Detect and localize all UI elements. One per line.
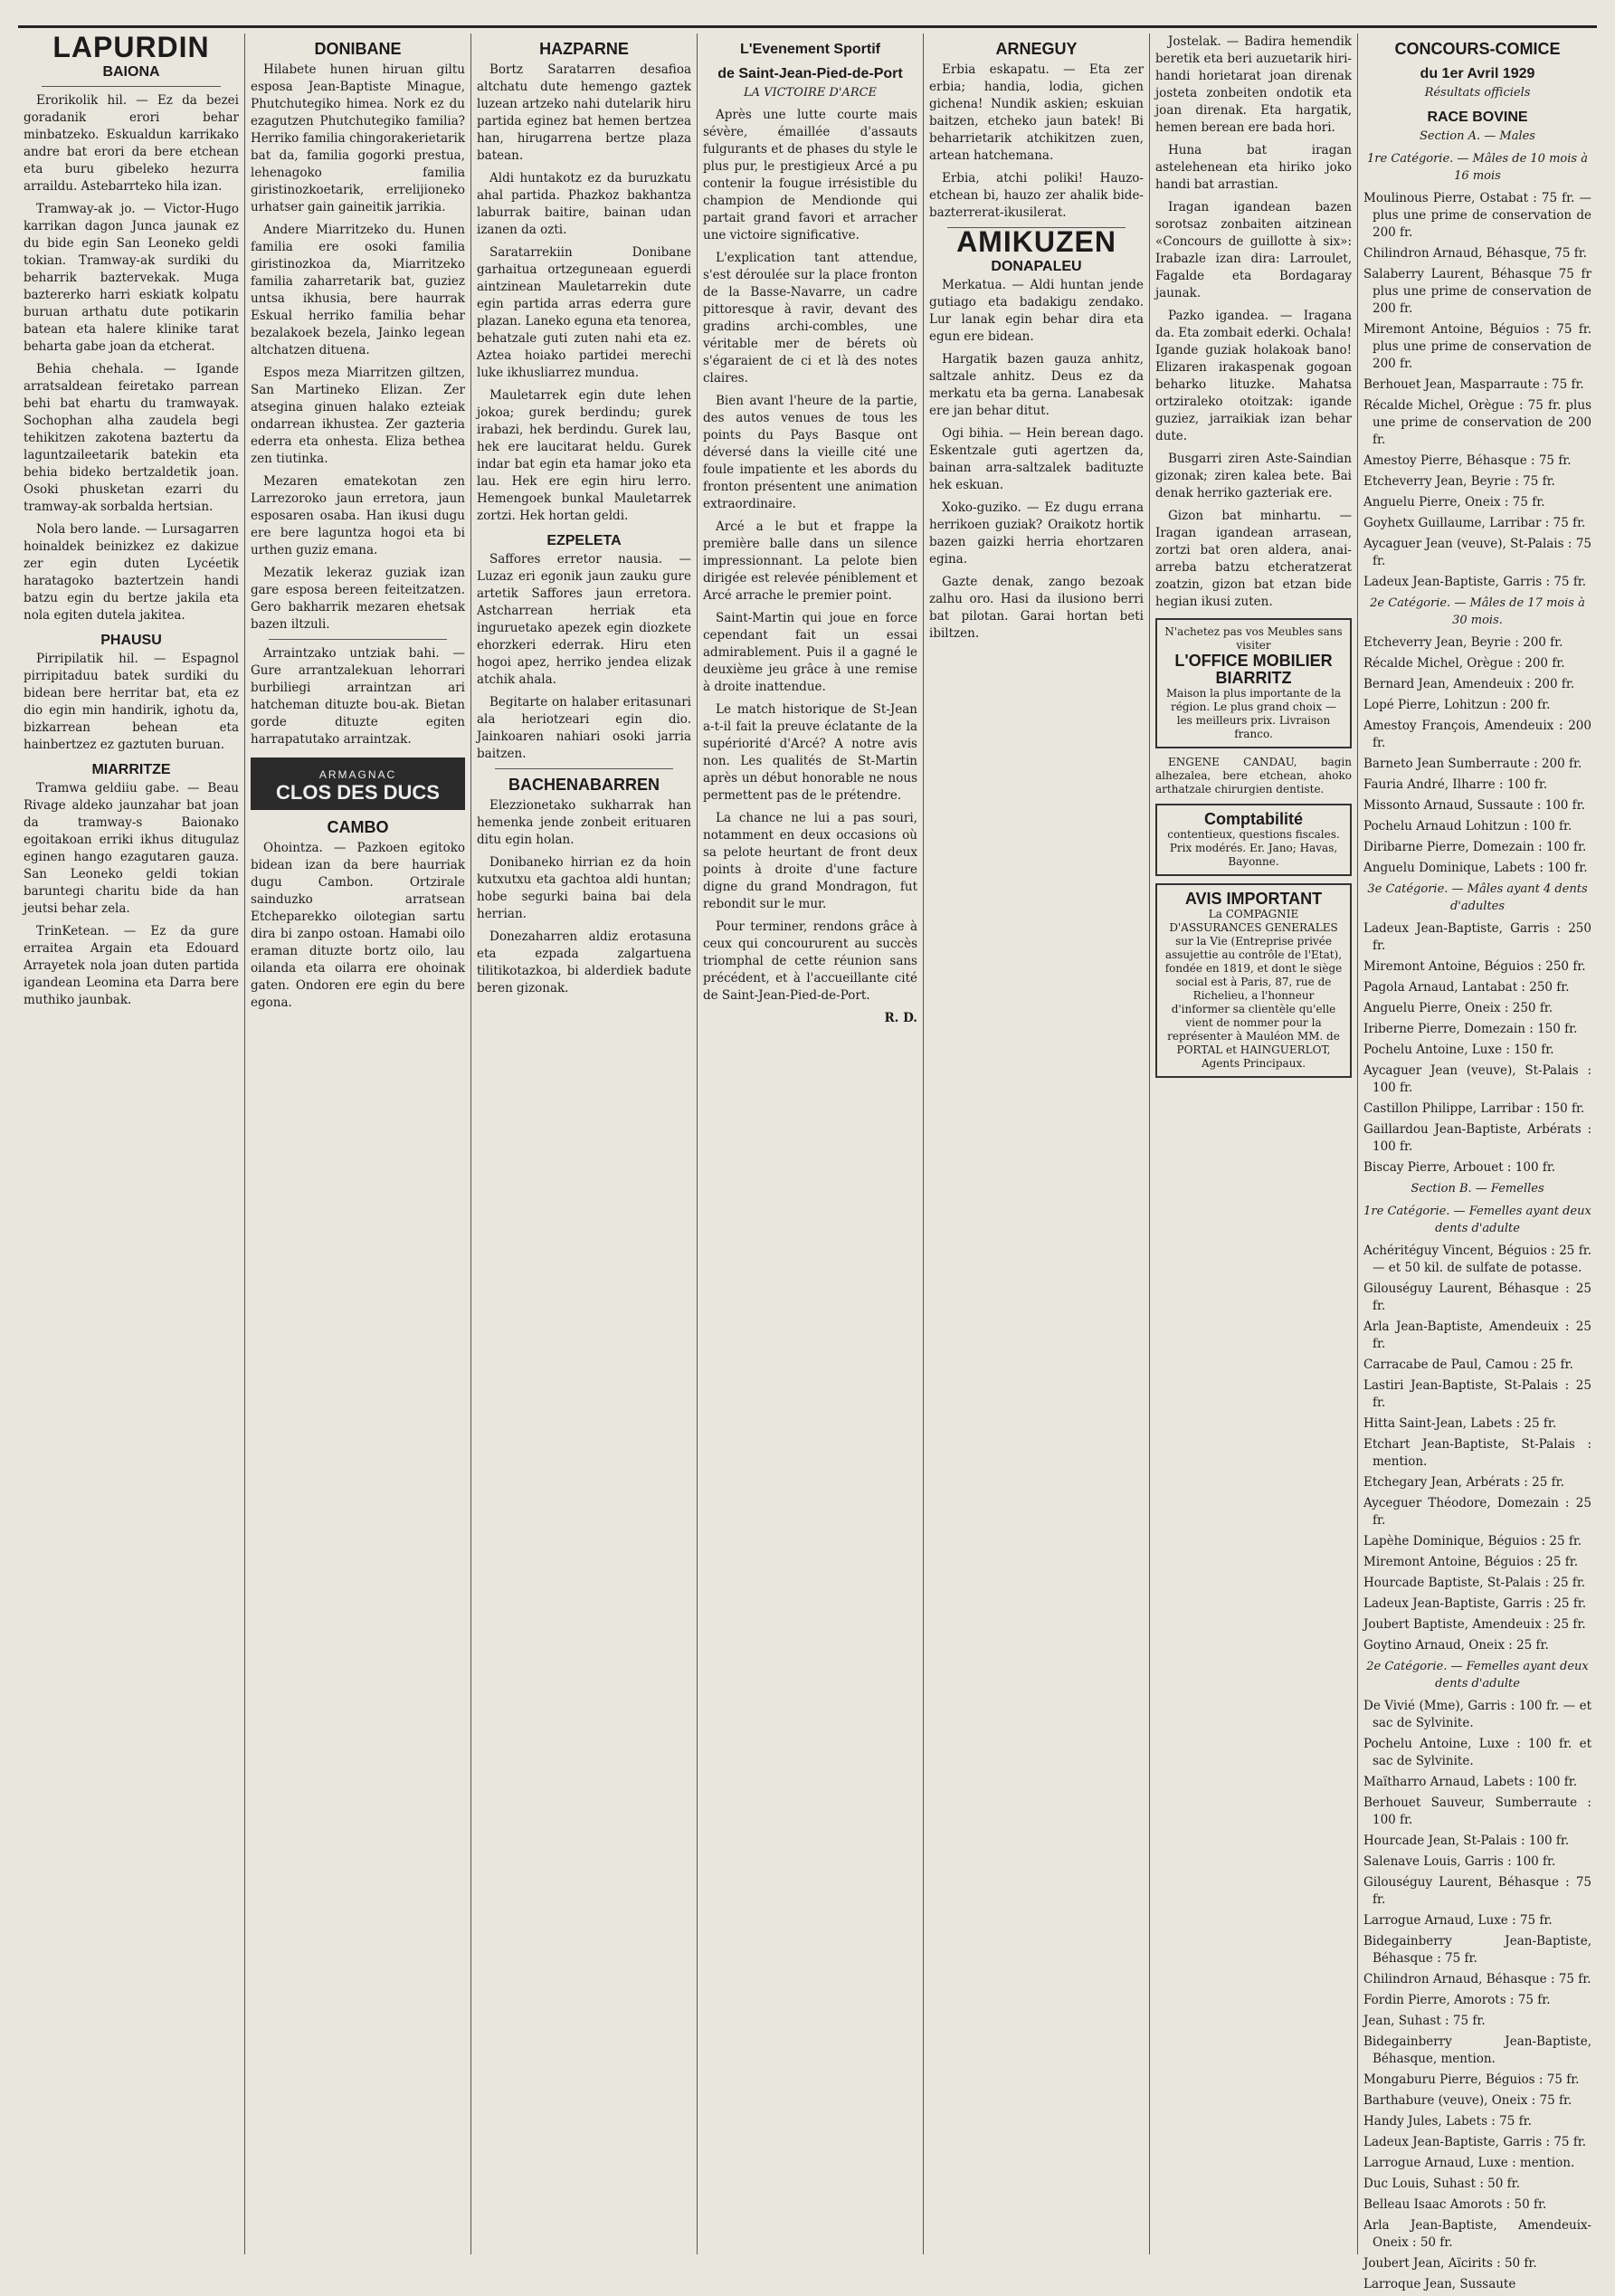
section-title-evenement: L'Evenement Sportif	[740, 42, 880, 57]
concours-category: 1re Catégorie. — Femelles ayant deux dents d'adulte	[1363, 1205, 1591, 1235]
subhead-phausu: PHAUSU	[100, 633, 162, 648]
result-entry: Arla Jean-Baptiste, Amendeuix-Oneix : 50 fr.	[1363, 2218, 1591, 2250]
ad-small-text: N'achetez pas vos Meubles sans visiter	[1164, 625, 1343, 652]
ad-title: CLOS DES DUCS	[276, 781, 440, 804]
section-title-amikuzen: AMIKUZEN	[956, 225, 1116, 258]
article-paragraph: Bien avant l'heure de la partie, des autos venues de tous les points du Pays Basque ont déversé dans la vieille cité une foule impatiente et les abords du fronton présentent une animation extraordinaire.	[703, 394, 917, 511]
article-paragraph: Après une lutte courte mais sévère, émaillée d'assauts fulgurants et de phases du style le plus pur, le prestigieux Arcé a pu contenir la fougue irrésistible du champion de Mendionde qui partait grand favori et arracher une victoire significative.	[703, 108, 917, 243]
ad-title: L'OFFICE MOBILIER BIARRITZ	[1174, 652, 1333, 687]
result-entry: Larrogue Arnaud, Luxe : mention.	[1363, 2156, 1575, 2170]
column-arneguy	[923, 33, 1149, 2254]
divider	[495, 768, 673, 769]
article-paragraph: Gizon bat minhartu. — Iragan igandean arrasean, zortzi bat oren aldera, anai-arreba batzu etcheratzerat zoatzin, gizon bat etzan bide hegian ikusi zuten.	[1155, 509, 1352, 609]
result-entry: Barneto Jean Sumberraute : 200 fr.	[1363, 757, 1582, 771]
result-entry: Missonto Arnaud, Sussaute : 100 fr.	[1363, 798, 1585, 813]
subhead-baiona: BAIONA	[102, 64, 160, 80]
column-josteluk	[1149, 33, 1357, 2254]
article-paragraph: Gazte denak, zango bezoak zalhu oro. Hasi da ilusiono berri bat pilotan. Garai hortan beti ibiltzen.	[929, 575, 1144, 641]
column-donibane	[244, 33, 470, 2254]
article-paragraph: Andere Miarritzeko du. Hunen familia ere osoki familia giristinozkoa da, Miarritzeko familia zaharretarik bat, guziez untsa ikhusia, bere haurrak Eskual herriko familia behar bezalakoek bezela, Jainko legean altchatzen dituena.	[251, 223, 465, 357]
article-paragraph: Mezaren ematekotan zen Larrezoroko jaun erretora, jaun esposaren osaba. Han ikusi dugu ere bere laguntza hogoi eta bi urthen guziz emana.	[251, 474, 465, 557]
article-paragraph: L'explication tant attendue, s'est déroulée sur la place fronton de la Basse-Navarre, un cadre pittoresque à ravir, devant des gradins archi-combles, une véritable mer de bérets où s'égaraient de ci et là des notes claires.	[703, 251, 917, 386]
result-entry: Lopé Pierre, Lohitzun : 200 fr.	[1363, 698, 1551, 712]
result-entry: Hourcade Jean, St-Palais : 100 fr.	[1363, 1834, 1570, 1848]
result-entry: Joubert Baptiste, Amendeuix : 25 fr.	[1363, 1617, 1586, 1632]
result-entry: Pochelu Arnaud Lohitzun : 100 fr.	[1363, 819, 1572, 834]
concours-race: RACE BOVINE	[1427, 110, 1528, 125]
result-entry: Etcheverry Jean, Beyrie : 200 fr.	[1363, 635, 1563, 650]
result-entry: Ayceguer Théodore, Domezain : 25 fr.	[1363, 1496, 1591, 1528]
article-paragraph: Arraintzako untziak bahi. — Gure arrantzalekuan lehorrari burbiliegi arraintzan ari hatcheman dituzte bou-ak. Bietan gorde dituzte egiten harrapatutako arraintzak.	[251, 646, 465, 747]
article-paragraph: Mezatik lekeraz guziak izan gare esposa bereen feiteitzatzen. Gero bakharrik mezaren ehetsak bazen iltzuli.	[251, 566, 465, 632]
article-paragraph: Elezzionetako sukharrak han hemenka jende zonbeit erituaren ditu egin holan.	[477, 798, 691, 847]
article-paragraph: Pirripilatik hil. — Espagnol pirripitaduu batek surdiki du bidean bere herritar bat, eta ez dio egin min handirik, ighotu da, bizkarrean behean eta hainbertzez ez gaztuten buruan.	[24, 652, 239, 752]
result-entry: Bernard Jean, Amendeuix : 200 fr.	[1363, 677, 1575, 691]
article-paragraph: Aldi huntakotz ez da buruzkatu ahal partida. Phazkoz bakhantza laburrak baitire, bainan udan izanen da ozti.	[477, 171, 691, 237]
result-entry: Miremont Antoine, Béguios : 75 fr. plus une prime de conservation de 200 fr.	[1363, 322, 1591, 371]
section-title-hazparne: HAZPARNE	[539, 40, 629, 58]
article-paragraph: Erorikolik hil. — Ez da bezei goradanik erori behar minbatzeko. Eskualdun karrikako andre bat erori da bere etchean eta buru gibeleko hezurra arraildu. Astebarrteko hila izan.	[24, 93, 239, 194]
result-entry: Ladeux Jean-Baptiste, Garris : 75 fr.	[1363, 575, 1587, 589]
article-paragraph: Saffores erretor nausia. — Luzaz eri egonik jaun zauku gure artetik Saffores jaun erretora. Astcharrean herriak eta inguruetako apezek egin diozkete ehorzkeri ederrak. Hiru eten hogoi apez, herriko jendea elizak atchik ahala.	[477, 552, 691, 687]
result-entry: Berhouet Sauveur, Sumberraute : 100 fr.	[1363, 1796, 1591, 1827]
article-paragraph: La chance ne lui a pas souri, notamment en deux occasions où sa pelote heurtant de front deux points à droite d'une facture digne du grand Mondragon, fut rebondit sur le mur.	[703, 811, 917, 911]
article-paragraph: Behia chehala. — Igande arratsaldean feiretako parrean behi bat ehartu du tramwayak. Sochophan alha zaudela begi tehikitzen zakotena baztertu da laguntzaileetarik batekin eta behia bideko bertzaldetik joan. Osoki phusketan ezarri du tramway-ak sorbalda hertsian.	[24, 362, 239, 514]
result-entry: Goyhetx Guillaume, Larribar : 75 fr.	[1363, 516, 1586, 530]
concours-category: 2e Catégorie. — Femelles ayant deux dents d'adulte	[1366, 1660, 1589, 1691]
result-entry: Larrogue Arnaud, Luxe : 75 fr.	[1363, 1913, 1553, 1928]
column-evenement-sportif	[697, 33, 923, 2254]
article-paragraph: Arcé a le but et frappe la première balle dans un silence impressionnant. La pelote bien dirigée est relevée péniblement et Arcé arrache le premier point.	[703, 519, 917, 603]
article-paragraph: Tramwa geldiiu gabe. — Beau Rivage aldeko jaunzahar bat joan da tramway-s Baionako egoitakoan erriki ikhus ditugulaz eginen hango ezagutaren gauza. San Leoneko geldi tokian baruntegi charitu bide da han jeutsi behar zela.	[24, 781, 239, 916]
result-entry: Anguelu Pierre, Oneix : 250 fr.	[1363, 1001, 1553, 1015]
results-list	[1363, 1698, 1591, 2293]
result-entry: Ladeux Jean-Baptiste, Garris : 75 fr.	[1363, 2135, 1587, 2149]
section-title-saint-jean: de Saint-Jean-Pied-de-Port	[717, 66, 903, 81]
section-title-bachenabarren: BACHENABARREN	[508, 776, 660, 794]
article-paragraph: Busgarri ziren Aste-Saindian gizonak; ziren kalea bete. Bai denak herriko gazteriak ere.	[1155, 452, 1352, 500]
result-entry: Aycaguer Jean (veuve), St-Palais : 100 fr.	[1363, 1063, 1591, 1095]
concours-category: 3e Catégorie. — Mâles ayant 4 dents d'adultes	[1367, 882, 1588, 913]
result-entry: Lapèhe Dominique, Béguios : 25 fr.	[1363, 1534, 1582, 1548]
result-entry: Fordin Pierre, Amorots : 75 fr.	[1363, 1993, 1551, 2007]
concours-date: du 1er Avril 1929	[1420, 66, 1535, 81]
result-entry: Gaillardou Jean-Baptiste, Arbérats : 100 fr.	[1363, 1122, 1591, 1154]
result-entry: Ladeux Jean-Baptiste, Garris : 25 fr.	[1363, 1596, 1587, 1611]
result-entry: Miremont Antoine, Béguios : 25 fr.	[1363, 1555, 1578, 1569]
section-title-lapurdin: LAPURDIN	[52, 31, 210, 63]
result-entry: Amestoy Pierre, Béhasque : 75 fr.	[1363, 453, 1572, 468]
result-entry: Mongaburu Pierre, Béguios : 75 fr.	[1363, 2072, 1580, 2087]
article-paragraph: TrinKetean. — Ez da gure erraitea Argain eta Edouard Arrayetek nola joan duten partida igandean Leomina eta Darra bere muthiko jaunbak.	[24, 924, 239, 1007]
ad-title: Comptabilité	[1203, 810, 1303, 828]
result-entry: Récalde Michel, Orègue : 75 fr. plus une prime de conservation de 200 fr.	[1363, 398, 1591, 447]
result-entry: Handy Jules, Labets : 75 fr.	[1363, 2114, 1532, 2129]
article-paragraph: Mauletarrek egin dute lehen jokoa; gurek berdindu; gurek irabazi, hek berdindu. Gurek lau, hek ere laucitarat heldu. Gurek indar bat egin eta hamar joko eta lau. Hek ere egin hiru lerro. Hemengoek bunkal Mauletarrek zortzi. Hek hortan geldi.	[477, 388, 691, 523]
concours-section-b: Section B. — Femelles	[1411, 1182, 1544, 1196]
concours-section-a: Section A. — Males	[1420, 129, 1535, 143]
result-entry: Larroque Jean, Sussaute	[1363, 2277, 1516, 2291]
result-entry: Hourcade Baptiste, St-Palais : 25 fr.	[1363, 1576, 1586, 1590]
result-entry: Goytino Arnaud, Oneix : 25 fr.	[1363, 1638, 1549, 1653]
article-paragraph: Tramway-ak jo. — Victor-Hugo karrikan dagon Junca jaunak ez du bide egin San Leoneko geldi tokian. Tramway-ak surdiki du beharrik baztervekak. Muga baztererko harri eskiatk kolpatu buruan arthatu dute potikarin batean eta halere klinike tarat beharta gabe joan da etcherat.	[24, 202, 239, 354]
result-entry: Salenave Louis, Garris : 100 fr.	[1363, 1854, 1556, 1869]
result-entry: Jean, Suhast : 75 fr.	[1363, 2014, 1486, 2028]
article-paragraph: Donibaneko hirrian ez da hoin kutxutxu eta gachtoa aldi huntan; hobe segurki baina bai dela herrian.	[477, 855, 691, 921]
article-paragraph: Hilabete hunen hiruan giltu esposa Jean-Baptiste Minague, Phutchutegiko himea. Nork ez du ezagutzen Phutchutegiko familia? Herriko familia chingorakerietarik bat da, familia gogorki prestua, lehenagoko familia giristinozkoetarik, errelijioneko urhatser gain gaineitik jarrikia.	[251, 62, 465, 214]
article-paragraph: Begitarte on halaber eritasunari ala heriotzeari egin dio. Jainkoaren nahiari osoki jarria baitzen.	[477, 695, 691, 761]
result-entry: Récalde Michel, Orègue : 200 fr.	[1363, 656, 1565, 671]
result-entry: Maïtharro Arnaud, Labets : 100 fr.	[1363, 1775, 1577, 1789]
result-entry: Pochelu Antoine, Luxe : 100 fr. et sac de Sylvinite.	[1363, 1737, 1591, 1768]
results-list	[1363, 920, 1591, 1177]
advertisement-avis-important	[1155, 883, 1352, 1078]
result-entry: Biscay Pierre, Arbouet : 100 fr.	[1363, 1160, 1556, 1175]
ad-body: La COMPAGNIE D'ASSURANCES GENERALES sur la Vie (Entreprise privée assujettie au contrôle de l'Etat), fondée en 1819, et dont le siège social est à Paris, 87, rue de Richelieu, a l'honneur d'informer sa clientèle qu'elle vient de nommer pour la représenter à Mauléon MM. de PORTAL et HAINGUERLOT, Agents Principaux.	[1164, 908, 1343, 1070]
result-entry: Hitta Saint-Jean, Labets : 25 fr.	[1363, 1416, 1557, 1431]
result-entry: Achéritéguy Vincent, Béguios : 25 fr. — et 50 kil. de sulfate de potasse.	[1363, 1243, 1591, 1275]
result-entry: Chilindron Arnaud, Béhasque : 75 fr.	[1363, 1972, 1591, 1986]
result-entry: Berhouet Jean, Masparraute : 75 fr.	[1363, 377, 1584, 392]
result-entry: Aycaguer Jean (veuve), St-Palais : 75 fr.	[1363, 537, 1591, 568]
article-paragraph: Hargatik bazen gauza anhitz, saltzale anhitz. Deus ez da merkatu eta ba gerna. Lanabesak ere jan behar ditut.	[929, 352, 1144, 418]
article-paragraph: ENGENE CANDAU, bagin alhezalea, bere etchean, ahoko arthatzale chirurgien dentiste.	[1155, 756, 1352, 796]
result-entry: Gilouséguy Laurent, Béhasque : 75 fr.	[1363, 1875, 1591, 1907]
result-entry: Diribarne Pierre, Domezain : 100 fr.	[1363, 840, 1587, 854]
article-paragraph: Pour terminer, rendons grâce à ceux qui concoururent au succès triomphal de cette réunion sans précédent, et à l'accueillante cité de Saint-Jean-Pied-de-Port.	[703, 919, 917, 1003]
result-entry: Etcheverry Jean, Beyrie : 75 fr.	[1363, 474, 1555, 489]
article-paragraph: Pazko igandea. — Iragana da. Eta zombait ederki. Ochala! Igande guziak holakoak bano! Elizaren irakaspenak gogoan beharko lituzke. Mahatsa ortziraleko otoitzak: igande guziez, jarraikiak izan behar dute.	[1155, 309, 1352, 443]
article-signature: R. D.	[884, 1011, 917, 1025]
article-paragraph: Saint-Martin qui joue en force cependant fait un essai admirablement. Puis il a gagné le deuxième jeu grâce à une remise à droite inattendue.	[703, 611, 917, 694]
result-entry: Bidegainberry Jean-Baptiste, Béhasque : 75 fr.	[1363, 1934, 1591, 1966]
subhead-donapaleu: DONAPALEU	[991, 259, 1082, 274]
results-list	[1363, 1243, 1591, 1654]
article-paragraph: Huna bat iragan astelehenean eta hiriko joko handi bat arrastian.	[1155, 143, 1352, 192]
subhead-miarritze: MIARRITZE	[91, 762, 171, 777]
result-entry: Gilouséguy Laurent, Béhasque : 25 fr.	[1363, 1281, 1591, 1313]
result-entry: De Vivié (Mme), Garris : 100 fr. — et sac de Sylvinite.	[1363, 1699, 1591, 1730]
result-entry: Pochelu Antoine, Luxe : 150 fr.	[1363, 1043, 1554, 1057]
result-entry: Iriberne Pierre, Domezain : 150 fr.	[1363, 1022, 1578, 1036]
section-title-concours: CONCOURS-COMICE	[1394, 40, 1561, 58]
article-paragraph: Ogi bihia. — Hein berean dago. Eskentzale guti agertzen da, bainan arra-saltzalek badituzte hek eskuan.	[929, 426, 1144, 492]
result-entry: Castillon Philippe, Larribar : 150 fr.	[1363, 1101, 1585, 1116]
concours-subtitle: Résultats officiels	[1424, 86, 1531, 100]
result-entry: Carracabe de Paul, Camou : 25 fr.	[1363, 1358, 1573, 1372]
article-paragraph: Donezaharren aldiz erotasuna eta ezpada zalgartuena tilitikotazkoa, bi alderdiek badute beren gizonak.	[477, 929, 691, 996]
article-paragraph: Iragan igandean bazen sorotsaz zonbaiten aitzinean «Concours de guillotte à six»: Irabazle izan dira: Larroulet, Fagalde eta Bordagaray jaunak.	[1155, 200, 1352, 300]
newspaper-page	[18, 25, 1597, 2291]
result-entry: Miremont Antoine, Béguios : 250 fr.	[1363, 959, 1586, 974]
advertisement-comptabilite	[1155, 804, 1352, 876]
article-paragraph: Ohointza. — Pazkoen egitoko bidean izan da bere haurriak dugu Cambon. Ortzirale sainduzko arratsean Etcheparekko oilotegian sartu dira bi zanpo ostoan. Hamabi oilo eraman dituzte bortz oilo, lau oilanda eta oilarra ere ohoinak gaten. Ondoren ere egin du bere egona.	[251, 841, 465, 1010]
column-hazparne	[470, 33, 697, 2254]
article-subtitle: LA VICTOIRE D'ARCE	[743, 86, 878, 100]
result-entry: Chilindron Arnaud, Béhasque, 75 fr.	[1363, 246, 1587, 261]
divider	[42, 86, 221, 87]
results-list	[1363, 190, 1591, 591]
advertisement-office-mobilier	[1155, 618, 1352, 748]
divider	[269, 639, 447, 640]
result-entry: Arla Jean-Baptiste, Amendeuix : 25 fr.	[1363, 1319, 1591, 1351]
ad-body: contentieux, questions fiscales. Prix modérés. Er. Jano; Havas, Bayonne.	[1167, 828, 1340, 868]
result-entry: Belleau Isaac Amorots : 50 fr.	[1363, 2197, 1547, 2212]
article-paragraph: Xoko-guziko. — Ez dugu errana herrikoen guziak? Oraikotz hortik bazen gaizki herria ehortzaren egina.	[929, 500, 1144, 567]
results-list	[1363, 634, 1591, 877]
subhead-ezpeleta: EZPELETA	[546, 533, 622, 548]
ad-small-text: ARMAGNAC	[318, 768, 397, 781]
result-entry: Duc Louis, Suhast : 50 fr.	[1363, 2177, 1520, 2191]
ad-body: Maison la plus importante de la région. Le plus grand choix — les meilleurs prix. Livraison franco.	[1165, 687, 1342, 740]
result-entry: Pagola Arnaud, Lantabat : 250 fr.	[1363, 980, 1570, 995]
article-paragraph: Saratarrekiin Donibane garhaitua ortzeguneaan eguerdi aintzinean Mauletarrekin dute egin partida arras ederra gure plazan. Laneko eguna eta tenorea, behatzale guti zuten nahi eta ez. Aztea hoiako partidei merechi luke ikhusliarrez mundua.	[477, 245, 691, 380]
article-paragraph: Merkatua. — Aldi huntan jende gutiago eta badakigu zendako. Lur lanak egin behar dira eta egun ere bidean.	[929, 278, 1144, 344]
result-entry: Anguelu Dominique, Labets : 100 fr.	[1363, 861, 1588, 875]
concours-category: 2e Catégorie. — Mâles de 17 mois à 30 mois.	[1370, 596, 1585, 627]
result-entry: Ladeux Jean-Baptiste, Garris : 250 fr.	[1363, 921, 1591, 953]
result-entry: Etchegary Jean, Arbérats : 25 fr.	[1363, 1475, 1564, 1490]
article-paragraph: Le match historique de St-Jean a-t-il fait la preuve éclatante de la supériorité d'Arcé? A notre avis non. Les qualités de St-Martin après un début honorable ne nous permettent pas de le prétendre.	[703, 702, 917, 803]
result-entry: Barthabure (veuve), Oneix : 75 fr.	[1363, 2093, 1572, 2108]
section-title-arneguy: ARNEGUY	[995, 40, 1078, 58]
result-entry: Etchart Jean-Baptiste, St-Palais : mention.	[1363, 1437, 1591, 1469]
article-paragraph: Erbia eskapatu. — Eta zer erbia; handia, lodia, gichen gichena! Nundik askien; eskuian baitzen, etcheko jaun batek! Bi beharrietarik atchikitzen zuen, artean hatchemana.	[929, 62, 1144, 163]
column-concours-comice	[1357, 33, 1597, 2291]
section-title-donibane: DONIBANE	[314, 40, 402, 58]
result-entry: Anguelu Pierre, Oneix : 75 fr.	[1363, 495, 1545, 510]
result-entry: Moulinous Pierre, Ostabat : 75 fr. — plus une prime de conservation de 200 fr.	[1363, 191, 1591, 240]
article-paragraph: Jostelak. — Badira hemendik beretik eta beri auzuetarik hiri-handi horietarat joan direnak josteta zonbeiten ondotik eta joan direnak. Eta hargatik, hemen berean ere bada hori.	[1155, 34, 1352, 135]
article-paragraph: Bortz Saratarren desafioa altchatu dute hemengo gaztek luzean artzeko nahi dutelarik hiru partida eginez bat hemen bertzea han, hirugarrena bertze plaza batean.	[477, 62, 691, 163]
result-entry: Fauria André, Ilharre : 100 fr.	[1363, 777, 1548, 792]
concours-category: 1re Catégorie. — Mâles de 10 mois à 16 mois	[1367, 152, 1588, 183]
ad-title: AVIS IMPORTANT	[1184, 890, 1323, 908]
result-entry: Bidegainberry Jean-Baptiste, Béhasque, mention.	[1363, 2034, 1591, 2066]
advertisement-clos-des-ducs	[251, 757, 465, 810]
article-paragraph: Erbia, atchi poliki! Hauzo-etchean bi, hauzo zer ahalik bide-bazterrerat-ikusilerat.	[929, 171, 1144, 220]
result-entry: Joubert Jean, Aïcirits : 50 fr.	[1363, 2256, 1537, 2271]
result-entry: Salaberry Laurent, Béhasque 75 fr plus une prime de conservation de 200 fr.	[1363, 267, 1591, 316]
result-entry: Amestoy François, Amendeuix : 200 fr.	[1363, 719, 1591, 750]
article-paragraph: Nola bero lande. — Lursagarren hoinaldek beinizkez ez dakizue zer egin duten Lycéetik haratagoko baztertzein handi batzu egin du bertze jakila eta nola egiten dutela jakitea.	[24, 522, 239, 623]
column-lapurdin	[18, 33, 244, 2254]
section-title-cambo: CAMBO	[327, 818, 389, 836]
article-paragraph: Espos meza Miarritzen giltzen, San Martineko Elizan. Zer atsegina ginuen halako ezteiak ondarrean ikhustea. Zer gazteria ederra eta onhesta. Eliza bethea zen tiutinka.	[251, 366, 465, 466]
result-entry: Lastiri Jean-Baptiste, St-Palais : 25 fr.	[1363, 1378, 1591, 1410]
